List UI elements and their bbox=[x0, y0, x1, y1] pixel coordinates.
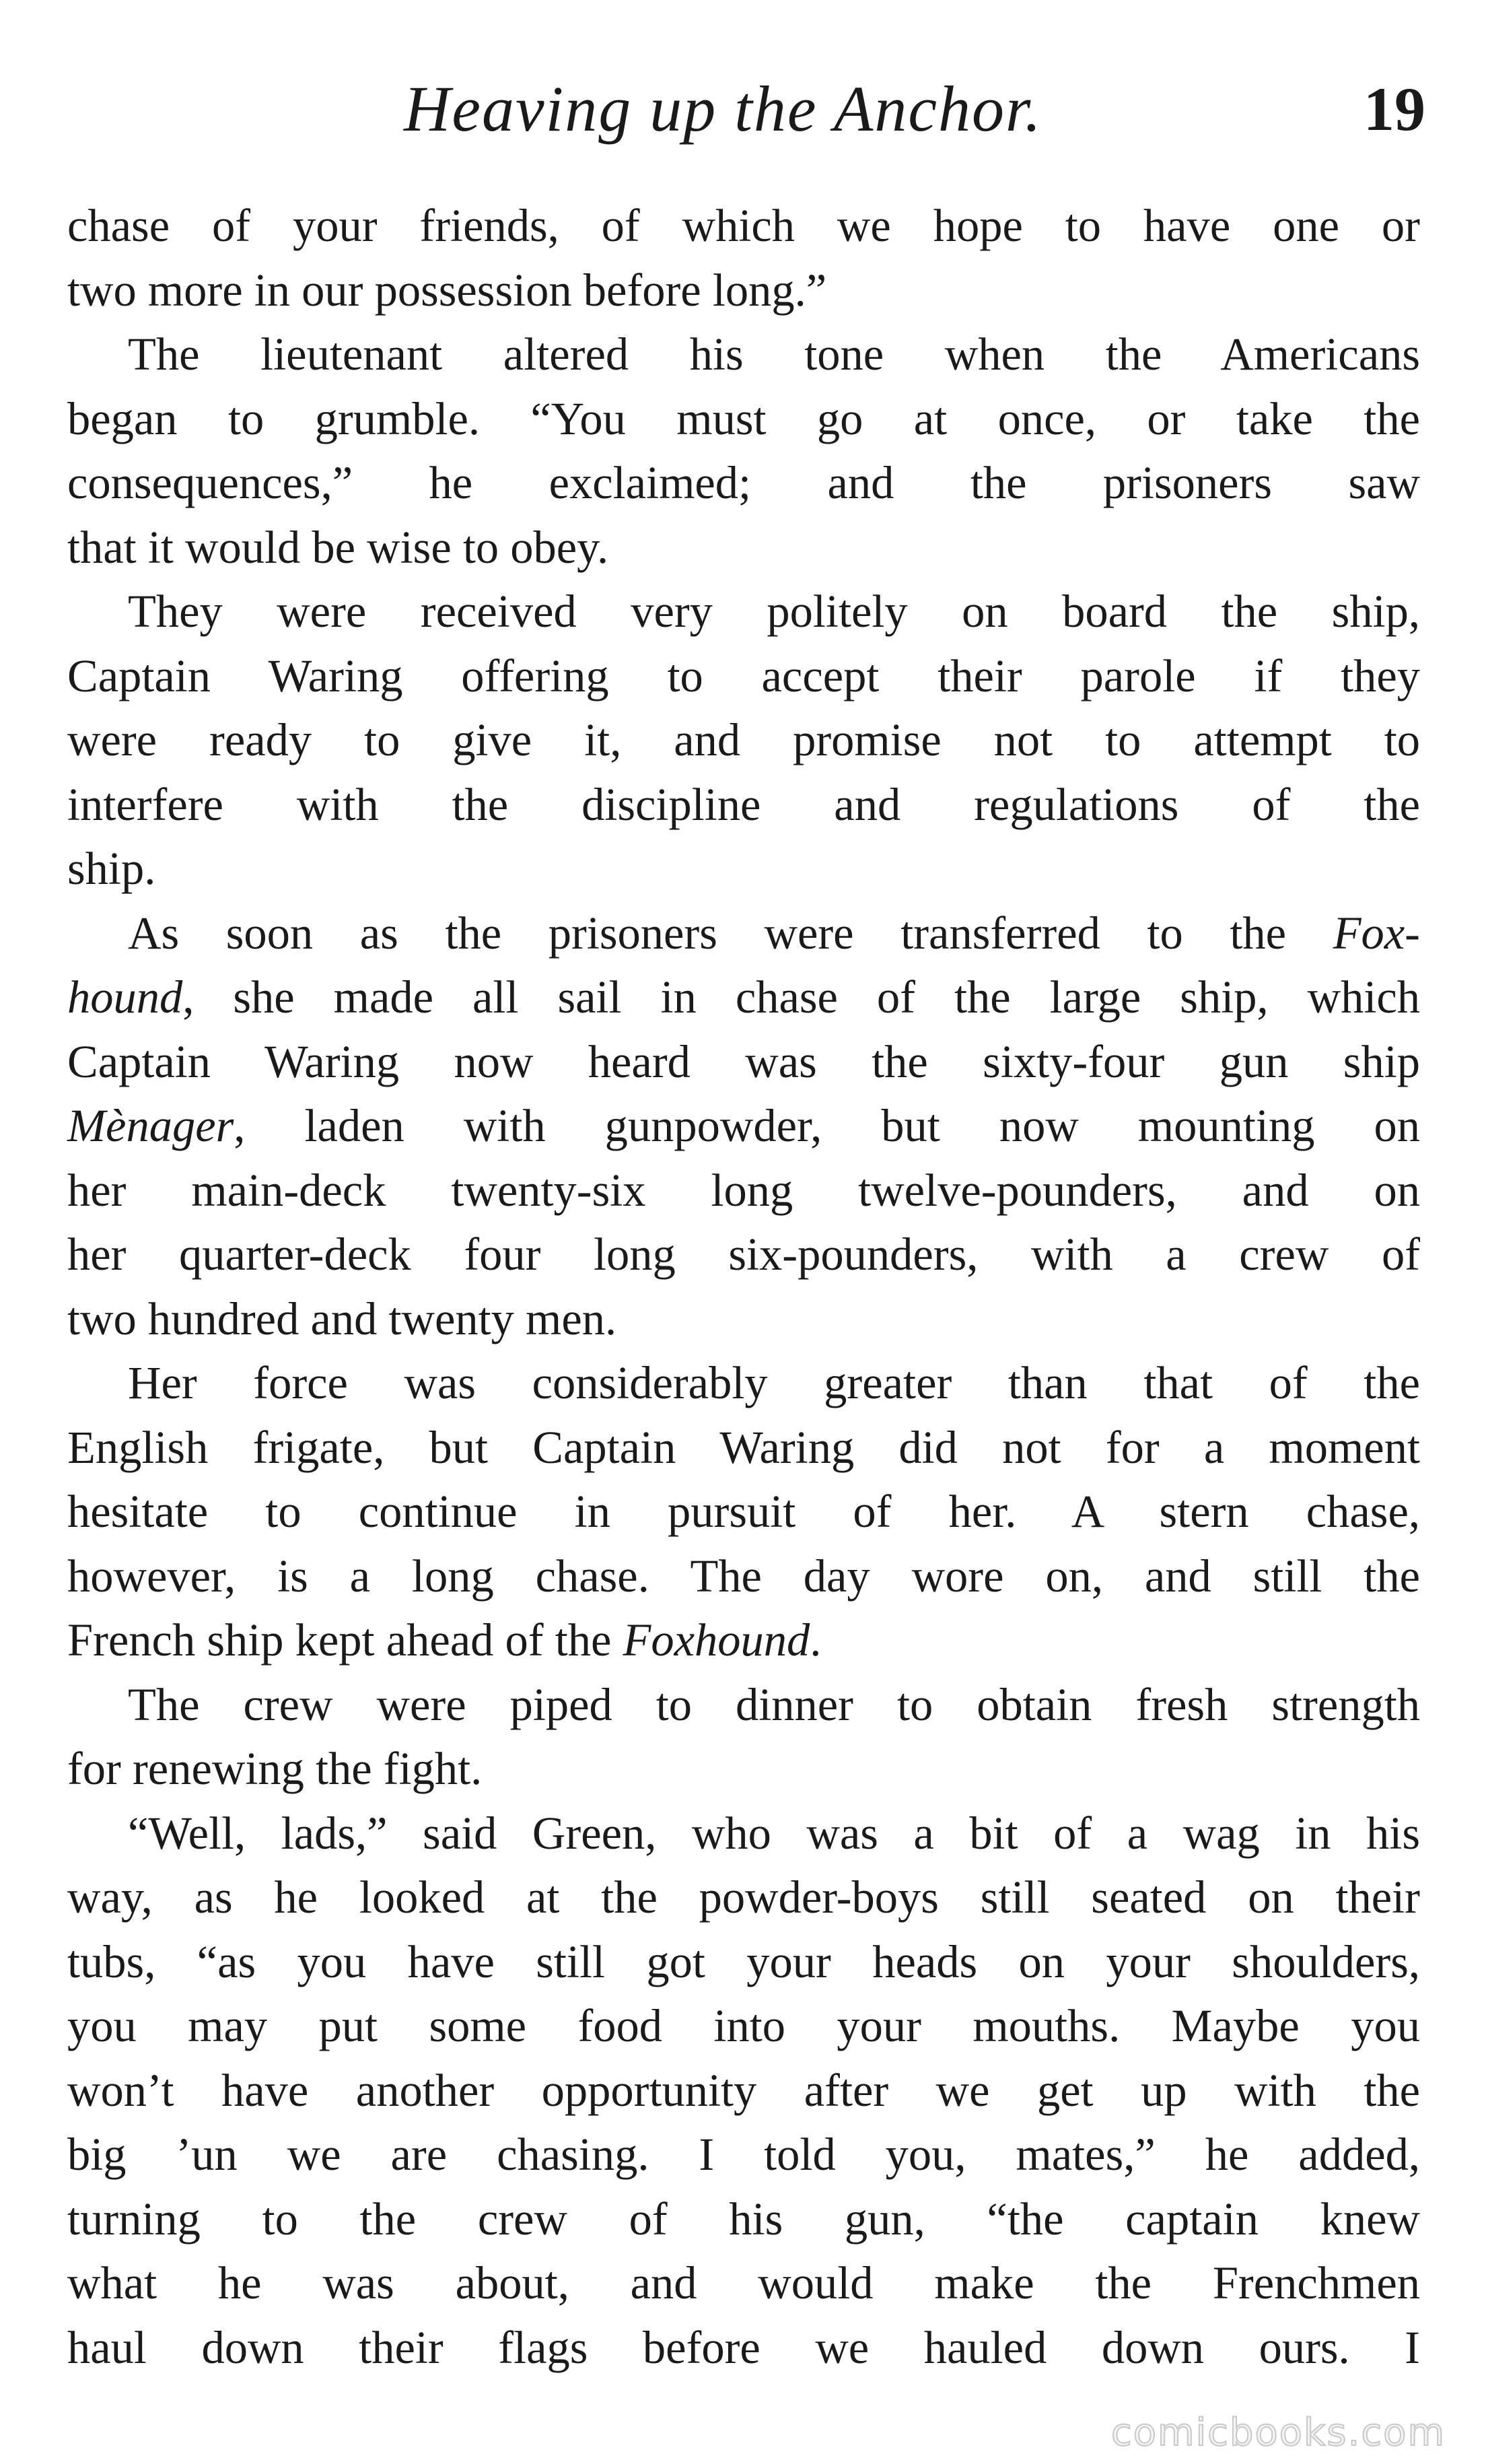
paragraph bbox=[67, 580, 1420, 901]
text-line: Captain Waring now heard was the sixty-four gun ship bbox=[67, 1035, 1420, 1087]
text-line: haul down their flags before we hauled down ours. I bbox=[67, 2321, 1420, 2373]
paragraph bbox=[67, 1802, 1420, 2381]
page-number: 19 bbox=[1364, 75, 1425, 143]
text-line: way, as he looked at the powder-boys still seated on their bbox=[67, 1872, 1420, 1923]
text-line: The crew were piped to dinner to obtain fresh strength bbox=[128, 1678, 1420, 1730]
text-line: her quarter-deck four long six-pounders, with a crew of bbox=[67, 1229, 1420, 1280]
text-line: chase of your friends, of which we hope to have one or bbox=[67, 200, 1420, 251]
paragraph bbox=[67, 1351, 1420, 1673]
italic-ship-name: Fox- bbox=[1333, 907, 1420, 959]
text-line: Mènager, laden with gunpowder, but now mounting on bbox=[67, 1100, 1420, 1151]
text-line: They were received very politely on board the ship, bbox=[128, 586, 1420, 637]
paragraph bbox=[67, 194, 1420, 322]
text-line: “Well, lads,” said Green, who was a bit of a wag in his bbox=[128, 1807, 1420, 1859]
text-line: however, is a long chase. The day wore on, and still the bbox=[67, 1550, 1420, 1602]
text-line: hound, she made all sail in chase of the large ship, which bbox=[67, 971, 1420, 1023]
paragraph bbox=[67, 1673, 1420, 1802]
running-title: Heaving up the Anchor. bbox=[404, 73, 1042, 145]
watermark: comicbooks.com bbox=[1110, 2411, 1446, 2455]
text-line: two more in our possession before long.” bbox=[67, 264, 827, 316]
paragraph bbox=[67, 322, 1420, 580]
text-line: As soon as the prisoners were transferred to the Fox- bbox=[128, 907, 1420, 959]
text-line: ship. bbox=[67, 843, 156, 894]
text-line: English frigate, but Captain Waring did not for a moment bbox=[67, 1421, 1420, 1473]
paragraph bbox=[67, 901, 1420, 1352]
text-line: won’t have another opportunity after we get up with the bbox=[67, 2064, 1420, 2116]
body-text bbox=[67, 194, 1420, 2380]
italic-ship-name: Foxhound bbox=[623, 1614, 810, 1666]
text-line: Captain Waring offering to accept their parole if they bbox=[67, 650, 1420, 701]
italic-ship-name: hound bbox=[67, 971, 183, 1023]
text-line: interfere with the discipline and regulations of the bbox=[67, 778, 1420, 830]
text-line: began to grumble. “You must go at once, or take the bbox=[67, 392, 1420, 444]
text-line: that it would be wise to obey. bbox=[67, 521, 609, 573]
text-line: for renewing the fight. bbox=[67, 1743, 483, 1794]
text-line: you may put some food into your mouths. Maybe you bbox=[67, 2000, 1420, 2051]
text-line: big ’un we are chasing. I told you, mates,” he added, bbox=[67, 2129, 1420, 2180]
italic-ship-name: Mènager bbox=[67, 1100, 234, 1151]
text-line: Her force was considerably greater than that of the bbox=[128, 1357, 1420, 1408]
text-line: two hundred and twenty men. bbox=[67, 1293, 617, 1344]
text-line: hesitate to continue in pursuit of her. A stern chase, bbox=[67, 1486, 1420, 1537]
text-line: The lieutenant altered his tone when the Americans bbox=[128, 329, 1420, 380]
text-line: what he was about, and would make the Frenchmen bbox=[67, 2257, 1420, 2308]
text-line: her main-deck twenty-six long twelve-pounders, and on bbox=[67, 1164, 1420, 1216]
text-line: French ship kept ahead of the Foxhound. bbox=[67, 1614, 822, 1666]
text-line: were ready to give it, and promise not to attempt to bbox=[67, 714, 1420, 765]
text-line: consequences,” he exclaimed; and the prisoners saw bbox=[67, 457, 1420, 508]
text-line: tubs, “as you have still got your heads on your shoulders, bbox=[67, 1936, 1420, 1987]
page-header bbox=[404, 62, 1425, 156]
text-line: turning to the crew of his gun, “the captain knew bbox=[67, 2193, 1420, 2245]
